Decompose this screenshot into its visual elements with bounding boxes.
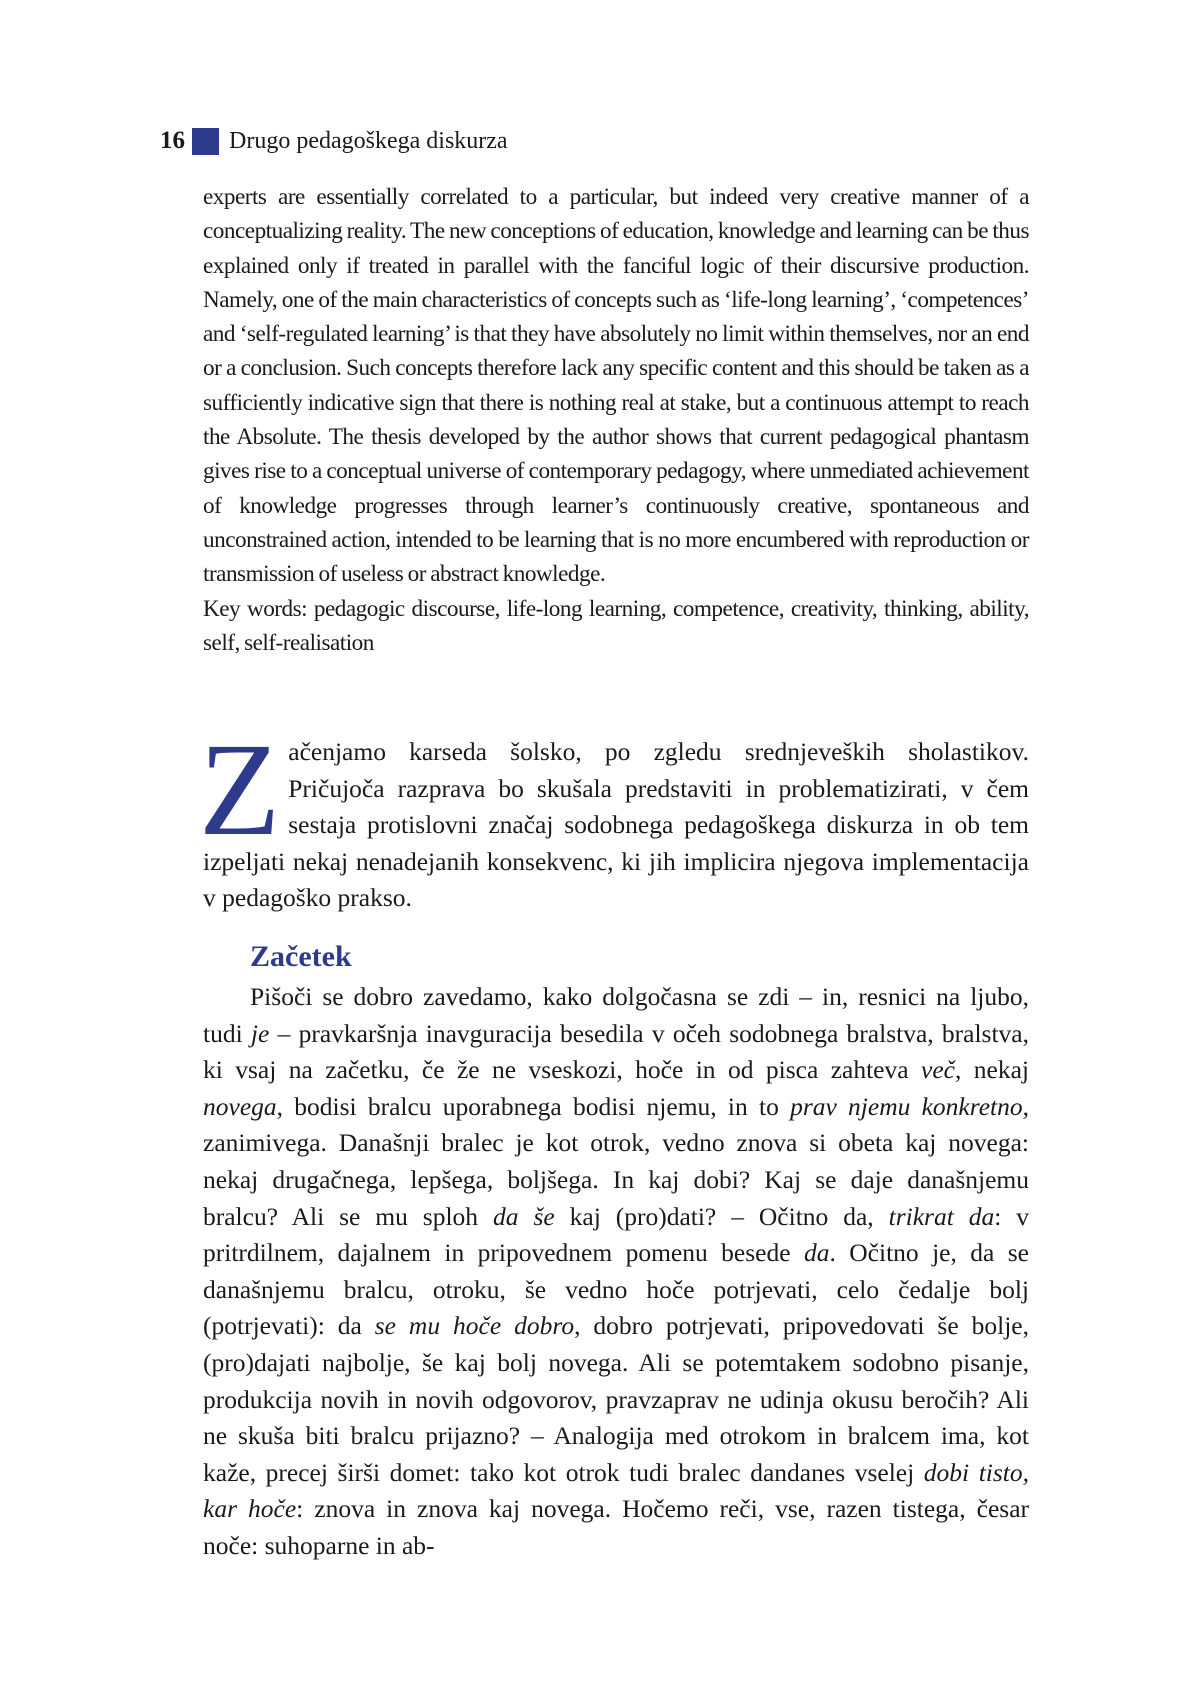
text-run: , zanimivega. Današnji bralec je kot otrok, vedno znova si obeta kaj novega: nekaj drugačnega, lepšega, boljšega. In kaj dobi? Kaj se daje današnjemu bralcu? Ali se mu sploh <box>203 1091 1029 1231</box>
italic-phrase: je <box>250 1018 270 1048</box>
italic-phrase: da <box>803 1238 830 1268</box>
abstract-block <box>203 180 1029 660</box>
page-number: 16 <box>160 127 185 154</box>
text-run: . Očitno je, da se današnjemu bralcu, otroku, še vedno hoče potrjevati, celo čedalje bolj (potrjevati): da <box>203 1238 1029 1341</box>
drop-cap: Z <box>199 715 281 863</box>
italic-phrase: več <box>921 1055 955 1085</box>
text-run: kaj (pro)dati? – Očitno da, <box>554 1201 889 1231</box>
text-run: – pravkaršnja inavguracija besedila v očeh sodobnega bralstva, bralstva, ki vsaj na začetku, če že ne vseskozi, hoče in od pisca zahteva <box>203 1018 1029 1085</box>
abstract-text: experts are essentially correlated to a particular, but indeed very creative manner of a conceptualizing reality. The new conceptions of education, knowledge and learning can be thus explained only if treated in parallel with the fanciful logic of their discursive production. Namely, one of the main characteristics of concepts such as ‘life-long learning’, ‘competences’ and ‘self-regulated learning’ is that they have absolutely no limit within themselves, nor an end or a conclusion. Such concepts therefore lack any specific content and this should be taken as a sufficiently indicative sign that there is nothing real at stake, but a continuous attempt to reach the Absolute. The thesis developed by the author shows that current pedagogical phantasm gives rise to a conceptual universe of contemporary pedagogy, where unmediated achievement of knowledge progresses through learner’s continuously creative, spontaneous and unconstrained action, intended to be learning that is no more encumbered with reproduction or transmission of useless or abstract knowledge. <box>203 184 1029 588</box>
intro-text: ačenjamo karseda šolsko, po zgledu srednjeveških sholastikov. Pričujoča razprava bo skušala predstaviti in problematizirati, v čem sestaja protislovni značaj sodobnega pedagoškega diskurza in ob tem izpeljati nekaj nenadejanih konsekvenc, ki jih implicira njegova implementacija v pedagoško prakso. <box>203 737 1029 913</box>
text-run: Pišoči se dobro zavedamo, kako dolgočasna se zdi – in, resnici na ljubo, tudi <box>203 982 1029 1048</box>
text-run: : v pritrdilnem, dajalnem in pripovednem pomenu besede <box>203 1201 1029 1268</box>
square-ornament-icon <box>192 128 219 155</box>
italic-phrase: se mu hoče dobro <box>374 1311 575 1341</box>
running-head <box>160 124 508 158</box>
italic-phrase: dobi tisto, kar hoče <box>203 1457 1030 1524</box>
text-run: , bodisi bralcu uporabnega bodisi njemu, in to <box>276 1091 791 1121</box>
section-heading: Začetek <box>250 940 352 973</box>
text-run: , dobro potrjevati, pripovedovati še bolje, (pro)dajati najbolje, še kaj bolj novega. Ali se potemtakem sodobno pisanje, produkcija novih in novih odgovorov, pravzaprav ne udinja okusu beročih? Ali ne skuša biti bralcu prijazno? – Analogija med otrokom in bralcem ima, kot kaže, precej širši domet: tako kot otrok tudi bralec dandanes vselej <box>203 1311 1029 1487</box>
italic-phrase: trikrat da <box>888 1201 995 1231</box>
running-title: Drugo pedagoškega diskurza <box>229 127 508 154</box>
text-run: : znova in znova kaj novega. Hočemo reči, vse, razen tistega, česar noče: suhoparne in ab- <box>203 1494 1030 1560</box>
text-run: , nekaj <box>954 1055 1029 1085</box>
italic-phrase: da še <box>493 1201 555 1231</box>
intro-paragraph <box>199 715 1029 917</box>
body-paragraph <box>203 979 1029 1565</box>
keywords: Key words: pedagogic discourse, life-long learning, competence, creativity, thinking, ability, self, self-realisation <box>203 595 1029 656</box>
italic-phrase: prav njemu konkretno <box>790 1091 1023 1121</box>
italic-phrase: novega <box>203 1091 277 1121</box>
